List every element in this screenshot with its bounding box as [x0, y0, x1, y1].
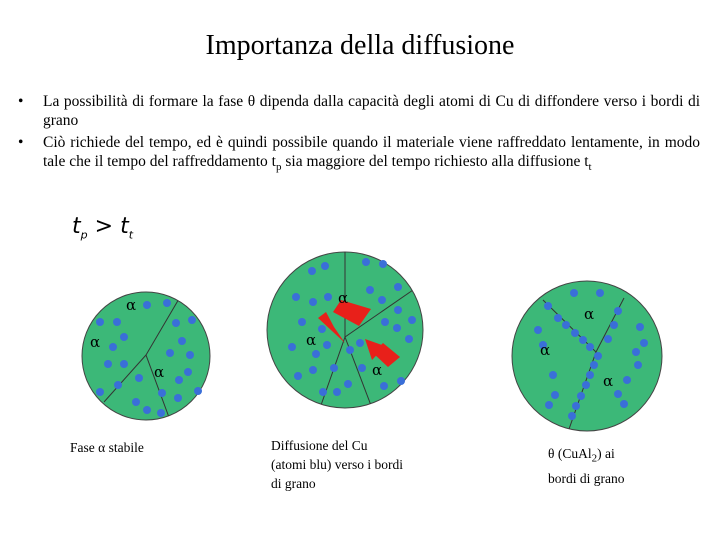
atom-dot: [113, 318, 121, 326]
atom-dot: [632, 348, 640, 356]
atom-dot: [309, 366, 317, 374]
atom-dot: [120, 333, 128, 341]
atom-dot: [405, 335, 413, 343]
alpha-label: α: [540, 341, 551, 359]
caption-middle-line: di grano: [271, 476, 316, 491]
bullet-marker: •: [18, 134, 24, 151]
atom-dot: [318, 325, 326, 333]
grain-middle: [267, 252, 423, 408]
atom-dot: [158, 389, 166, 397]
formula-right-sub: t: [128, 228, 134, 242]
alpha-label: α: [372, 361, 383, 379]
subscript-p: p: [275, 161, 282, 174]
atom-dot: [333, 388, 341, 396]
atom-dot: [562, 321, 570, 329]
atom-dot: [321, 262, 329, 270]
atom-dot: [194, 387, 202, 395]
atom-dot: [319, 388, 327, 396]
atom-dot: [582, 381, 590, 389]
atom-dot: [344, 380, 352, 388]
atom-dot: [640, 339, 648, 347]
atom-dot: [132, 398, 140, 406]
atom-dot: [623, 376, 631, 384]
atom-dot: [135, 374, 143, 382]
atom-dot: [175, 376, 183, 384]
atom-dot: [393, 324, 401, 332]
atom-dot: [323, 341, 331, 349]
atom-dot: [586, 371, 594, 379]
atom-dot: [636, 323, 644, 331]
bullet-text: Ciò richiede del tempo, ed è quindi possibile quando il materiale viene raffreddato lentamente, in modo tale che il tempo del raffreddamento t: [43, 134, 700, 170]
atom-dot: [186, 351, 194, 359]
atom-dot: [172, 319, 180, 327]
alpha-label: α: [603, 372, 614, 390]
atom-dot: [292, 293, 300, 301]
atom-dot: [549, 371, 557, 379]
atom-dot: [309, 298, 317, 306]
atom-dot: [594, 352, 602, 360]
caption-right-suffix: ) ai: [597, 446, 615, 461]
atom-dot: [620, 400, 628, 408]
atom-dot: [577, 392, 585, 400]
alpha-label: α: [584, 305, 595, 323]
atom-dot: [604, 335, 612, 343]
atom-dot: [120, 360, 128, 368]
atom-dot: [551, 391, 559, 399]
bullet-marker: •: [18, 93, 24, 110]
atom-dot: [356, 339, 364, 347]
atom-dot: [634, 361, 642, 369]
atom-dot: [104, 360, 112, 368]
atom-dot: [96, 318, 104, 326]
atom-dot: [394, 306, 402, 314]
atom-dot: [379, 260, 387, 268]
subscript-t: t: [588, 161, 592, 174]
grain-right: [512, 281, 662, 432]
atom-dot: [590, 361, 598, 369]
atom-dot: [178, 337, 186, 345]
atom-dot: [157, 409, 165, 417]
formula-right: t: [120, 214, 129, 239]
grain-left: [82, 292, 210, 420]
caption-right: [548, 444, 625, 488]
slide-title: Importanza della diffusione: [205, 30, 515, 61]
alpha-label: α: [126, 296, 137, 314]
atom-dot: [554, 314, 562, 322]
atom-dot: [381, 318, 389, 326]
atom-dot: [579, 336, 587, 344]
atom-dot: [143, 301, 151, 309]
atom-dot: [544, 302, 552, 310]
atom-dot: [568, 412, 576, 420]
atom-dot: [534, 326, 542, 334]
atom-dot: [163, 299, 171, 307]
atom-dot: [614, 307, 622, 315]
atom-dot: [571, 329, 579, 337]
caption-right-prefix: θ (CuAl: [548, 446, 592, 461]
atom-dot: [308, 267, 316, 275]
caption-right-sub: 2: [591, 452, 598, 465]
formula-operator: >: [94, 214, 114, 239]
atom-dot: [324, 293, 332, 301]
atom-dot: [294, 372, 302, 380]
atom-dot: [114, 381, 122, 389]
atom-dot: [610, 321, 618, 329]
atom-dot: [366, 286, 374, 294]
atom-dot: [545, 401, 553, 409]
atom-dot: [358, 364, 366, 372]
atom-dot: [380, 382, 388, 390]
formula-left-sub: p: [80, 228, 88, 242]
atom-dot: [378, 296, 386, 304]
atom-dot: [109, 343, 117, 351]
atom-dot: [188, 316, 196, 324]
atom-dot: [362, 258, 370, 266]
atom-dot: [394, 283, 402, 291]
caption-right-line2: bordi di grano: [548, 470, 625, 486]
atom-dot: [572, 402, 580, 410]
caption-left: Fase α stabile: [70, 440, 144, 455]
alpha-label: α: [338, 289, 349, 307]
atom-dot: [614, 390, 622, 398]
alpha-label: α: [306, 331, 317, 349]
alpha-label: α: [90, 333, 101, 351]
caption-middle: [271, 436, 403, 493]
caption-middle-line: (atomi blu) verso i bordi: [271, 457, 403, 472]
atom-dot: [96, 388, 104, 396]
bullet-text: La possibilità di formare la fase θ dipenda dalla capacità degli atomi di Cu di diffondere verso i bordi di grano: [43, 93, 700, 129]
atom-dot: [570, 289, 578, 297]
bullet-text-cont: sia maggiore del tempo richiesto alla diffusione t: [281, 153, 589, 170]
atom-dot: [143, 406, 151, 414]
atom-dot: [596, 289, 604, 297]
atom-dot: [312, 350, 320, 358]
atom-dot: [288, 343, 296, 351]
atom-dot: [586, 343, 594, 351]
atom-dot: [298, 318, 306, 326]
atom-dot: [397, 377, 405, 385]
atom-dot: [346, 346, 354, 354]
atom-dot: [174, 394, 182, 402]
atom-dot: [166, 349, 174, 357]
atom-dot: [330, 364, 338, 372]
atom-dot: [408, 316, 416, 324]
alpha-label: α: [154, 363, 165, 381]
caption-middle-line: Diffusione del Cu: [271, 438, 368, 453]
formula-left: t: [72, 214, 81, 239]
atom-dot: [184, 368, 192, 376]
grain-circle-right: [512, 281, 662, 431]
